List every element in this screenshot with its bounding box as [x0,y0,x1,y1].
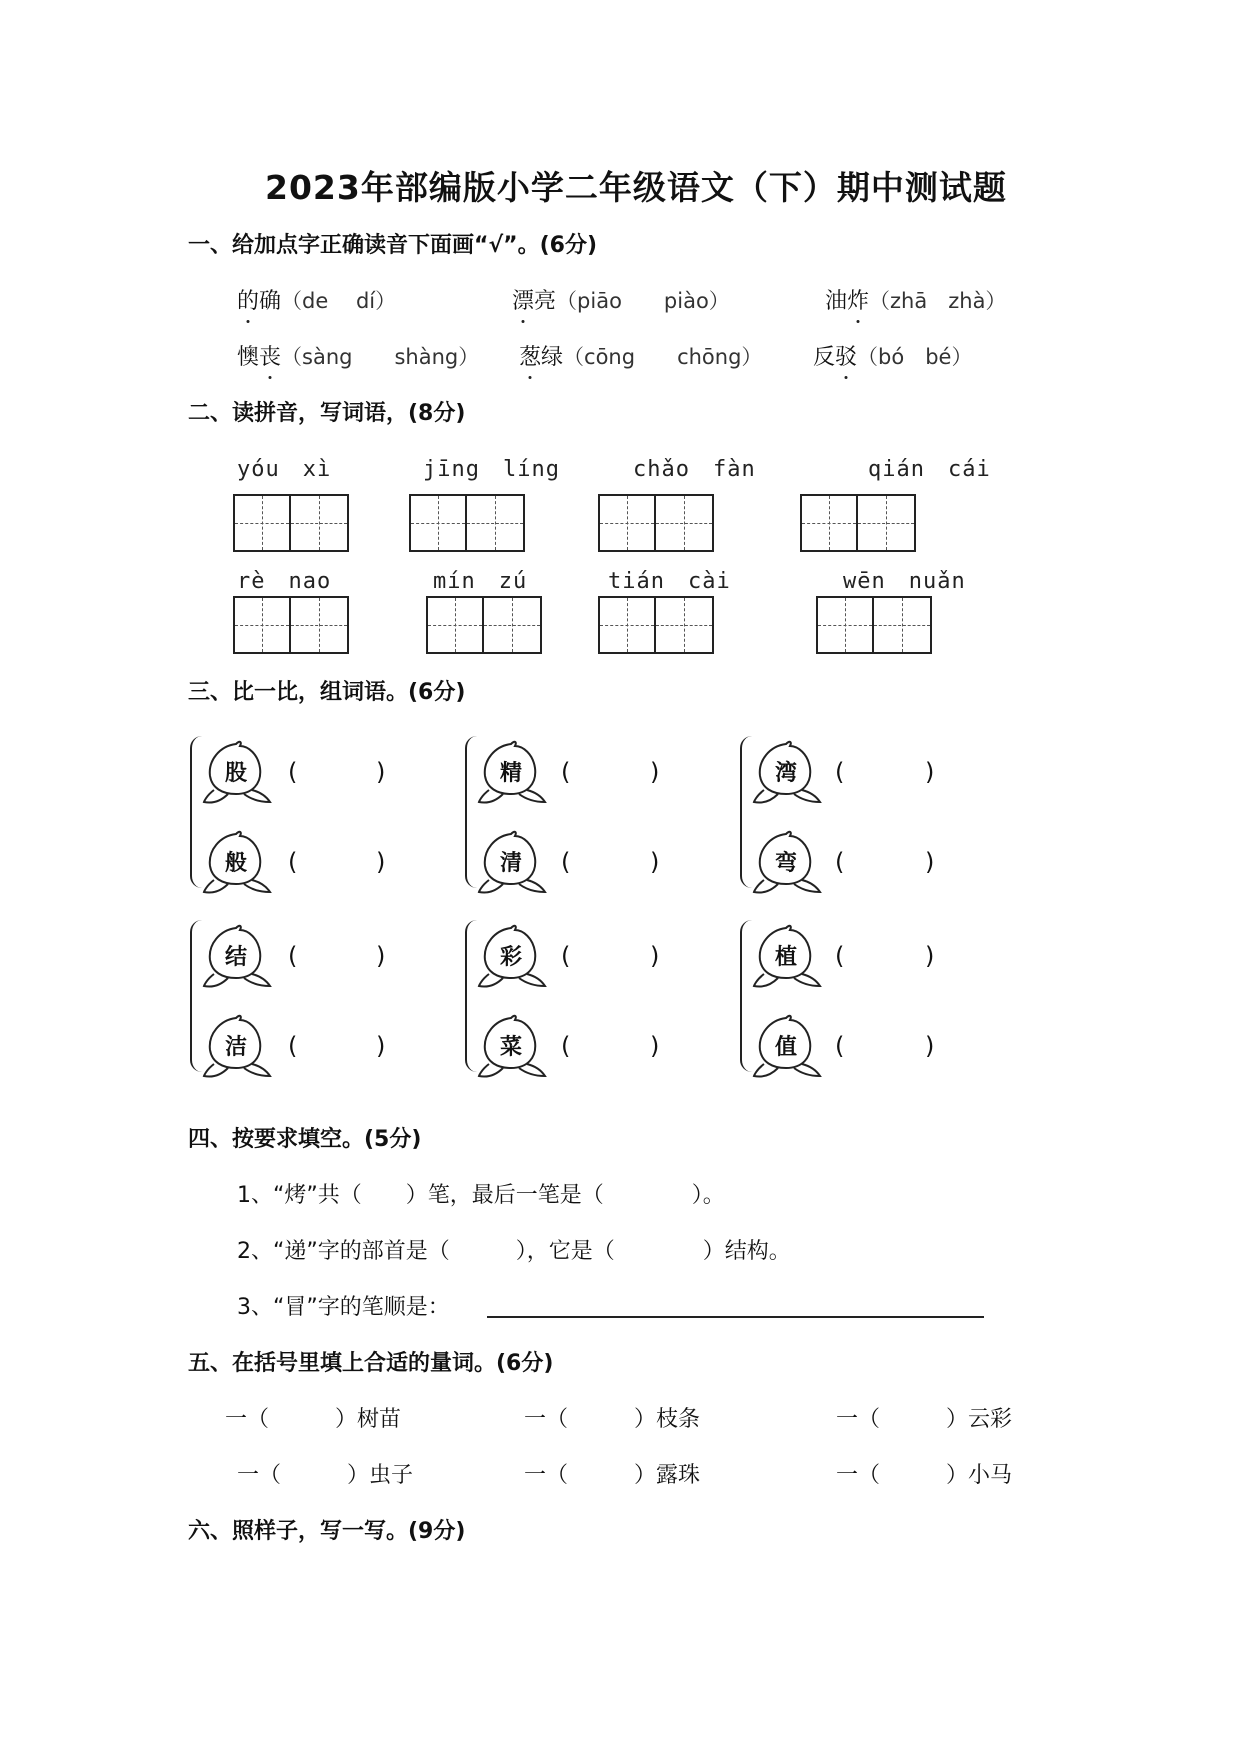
answer-paren-close: ) [376,1032,386,1060]
answer-paren-open[interactable]: ( [288,758,298,786]
section-5-heading: 五、在括号里填上合适的量词。(6分) [188,1351,554,1376]
stroke-order-answer-line[interactable] [487,1316,984,1318]
peach-icon [475,828,555,898]
s1-item-2-readings: （piāo piào） [556,289,730,313]
writing-grid-7[interactable] [598,596,714,654]
answer-paren-open[interactable]: ( [288,942,298,970]
pinyin-1: yóu xì [237,457,332,482]
answer-paren-open[interactable]: ( [561,1032,571,1060]
writing-grid-6[interactable] [426,596,542,654]
compare-char: 湾 [774,760,797,786]
writing-grid-4[interactable] [800,494,916,552]
answer-paren-open[interactable]: ( [288,1032,298,1060]
s1-item-4-char-b: 丧 [259,340,281,371]
answer-paren-open[interactable]: ( [561,942,571,970]
peach-icon [200,738,280,808]
answer-paren-close: ) [650,758,660,786]
page-title: 2023年部编版小学二年级语文（下）期中测试题 [265,168,1007,207]
compare-char: 植 [774,944,797,970]
pinyin-7: tián cài [608,569,731,594]
pinyin-8: wēn nuǎn [843,569,966,594]
compare-char: 弯 [774,850,797,876]
peach-icon [475,922,555,992]
s5-item-2: 一（ ）枝条 [524,1407,701,1432]
peach-icon [750,1012,830,1082]
s1-item-5 [519,340,762,371]
compare-char: 彩 [499,944,522,970]
compare-char: 清 [499,850,522,876]
answer-paren-open[interactable]: ( [288,848,298,876]
s1-item-6-char-b: 驳 [835,340,857,371]
answer-paren-open[interactable]: ( [561,758,571,786]
peach-icon [750,922,830,992]
section-2-heading: 二、读拼音，写词语，(8分) [188,401,466,426]
peach-icon [475,1012,555,1082]
answer-paren-close: ) [925,848,935,876]
pinyin-4: qián cái [868,457,991,482]
s4-question-2: 2、“递”字的部首是（ ），它是（ ）结构。 [237,1239,791,1264]
answer-paren-close: ) [376,942,386,970]
answer-paren-close: ) [376,848,386,876]
peach-icon [200,828,280,898]
pinyin-3: chǎo fàn [633,457,756,482]
peach-icon [200,922,280,992]
section-3-heading: 三、比一比，组词语。(6分) [188,680,466,705]
answer-paren-open[interactable]: ( [835,758,845,786]
s5-item-6: 一（ ）小马 [836,1463,1013,1488]
s4-question-3: 3、“冒”字的笔顺是： [237,1295,450,1320]
answer-paren-close: ) [376,758,386,786]
writing-grid-2[interactable] [409,494,525,552]
s1-item-2 [512,284,730,315]
s1-item-3-char-a: 油 [825,289,848,314]
s1-item-1 [237,284,396,315]
answer-paren-close: ) [650,1032,660,1060]
answer-paren-close: ) [650,848,660,876]
s5-item-5: 一（ ）露珠 [524,1463,701,1488]
pinyin-2: jīng líng [423,457,560,482]
answer-paren-open[interactable]: ( [835,942,845,970]
compare-char: 股 [224,760,247,786]
peach-icon [200,1012,280,1082]
pinyin-5: rè nao [237,569,332,594]
compare-char: 般 [224,850,247,876]
s5-item-3: 一（ ）云彩 [836,1407,1013,1432]
section-6-heading: 六、照样子，写一写。(9分) [188,1519,466,1544]
s1-item-4-readings: （sàng shàng） [281,345,480,369]
s1-item-6 [813,340,972,371]
answer-paren-open[interactable]: ( [835,848,845,876]
answer-paren-close: ) [925,942,935,970]
s1-item-5-char-a: 葱 [519,340,541,371]
s5-item-1: 一（ ）树苗 [225,1407,402,1432]
s1-item-2-char-a: 漂 [512,284,534,315]
peach-icon [475,738,555,808]
writing-grid-5[interactable] [233,596,349,654]
section-4-heading: 四、按要求填空。(5分) [188,1127,422,1152]
s1-item-4-char-a: 懊 [237,345,260,370]
peach-icon [750,828,830,898]
compare-char: 值 [774,1034,797,1060]
compare-char: 洁 [224,1034,247,1060]
s1-item-1-readings: （de dí） [281,289,397,313]
writing-grid-8[interactable] [816,596,932,654]
s4-question-1: 1、“烤”共（ ）笔，最后一笔是（ ）。 [237,1183,725,1208]
answer-paren-close: ) [650,942,660,970]
s1-item-1-char-b: 确 [259,289,282,314]
writing-grid-3[interactable] [598,494,714,552]
section-1-heading: 一、给加点字正确读音下面画“√”。(6分) [188,233,598,258]
peach-icon [750,738,830,808]
s5-item-4: 一（ ）虫子 [237,1463,414,1488]
compare-char: 精 [499,760,522,786]
answer-paren-close: ) [925,1032,935,1060]
s1-item-2-char-b: 亮 [534,289,557,314]
compare-char: 菜 [499,1034,522,1060]
s1-item-6-readings: （bó bé） [857,345,973,369]
s1-item-3-readings: （zhā zhà） [869,289,1007,313]
s1-item-3 [825,284,1006,315]
answer-paren-open[interactable]: ( [561,848,571,876]
s1-item-5-char-b: 绿 [541,345,564,370]
writing-grid-1[interactable] [233,494,349,552]
pinyin-6: mín zú [433,569,528,594]
s1-item-4 [237,340,479,371]
s1-item-5-readings: （cōng chōng） [563,345,763,369]
s1-item-3-char-b: 炸 [847,284,869,315]
answer-paren-open[interactable]: ( [835,1032,845,1060]
answer-paren-close: ) [925,758,935,786]
s1-item-1-char-a: 的 [237,284,259,315]
compare-char: 结 [224,944,247,970]
s1-item-6-char-a: 反 [813,345,836,370]
